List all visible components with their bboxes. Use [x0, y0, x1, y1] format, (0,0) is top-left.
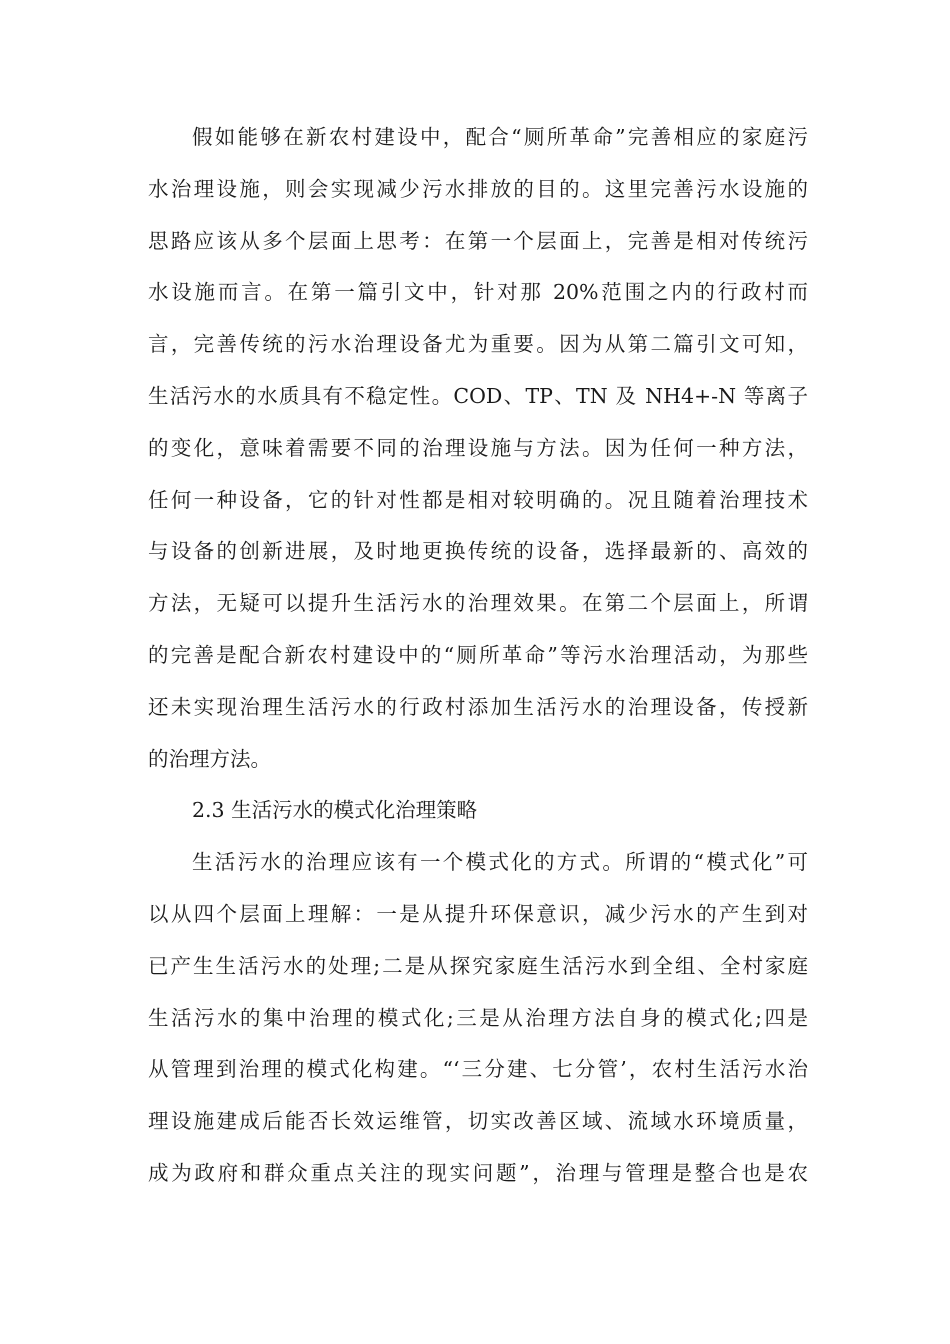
text-line: 言，完善传统的污水治理设备尤为重要。因为从第二篇引文可知， — [148, 332, 808, 357]
text-line: 成为政府和群众重点关注的现实问题”，治理与管理是整合也是农 — [148, 1160, 808, 1185]
text-line: 还未实现治理生活污水的行政村添加生活污水的治理设备，传授新 — [148, 694, 808, 719]
text-line: 水设施而言。在第一篇引文中，针对那 20%范围之内的行政村而 — [148, 280, 808, 305]
text-line: 已产生生活污水的处理;二是从探究家庭生活污水到全组、全村家庭 — [148, 953, 808, 978]
text-line: 假如能够在新农村建设中，配合“厕所革命”完善相应的家庭污 — [192, 125, 808, 149]
text-line: 理设施建成后能否长效运维管，切实改善区域、流域水环境质量， — [148, 1109, 808, 1134]
text-line: 的变化，意味着需要不同的治理设施与方法。因为任何一种方法， — [148, 435, 808, 460]
text-line: 的完善是配合新农村建设中的“厕所革命”等污水治理活动，为那些 — [148, 642, 808, 667]
text-line: 生活污水的水质具有不稳定性。COD、TP、TN 及 NH4+-N 等离子 — [148, 383, 808, 408]
text-line: 水治理设施，则会实现减少污水排放的目的。这里完善污水设施的 — [148, 176, 808, 201]
text-line: 生活污水的治理应该有一个模式化的方式。所谓的“模式化”可 — [192, 850, 808, 875]
text-line: 与设备的创新进展，及时地更换传统的设备，选择最新的、高效的 — [148, 539, 808, 564]
document-body — [148, 112, 808, 1200]
paragraph-modular-treatment — [148, 837, 808, 1200]
text-line: 以从四个层面上理解：一是从提升环保意识，减少污水的产生到对 — [148, 901, 808, 926]
text-line: 的治理方法。 — [148, 746, 271, 771]
text-line: 思路应该从多个层面上思考：在第一个层面上，完善是相对传统污 — [148, 228, 808, 253]
text-line: 从管理到治理的模式化构建。“‘三分建、七分管’，农村生活污水治 — [148, 1057, 808, 1082]
text-line: 任何一种设备，它的针对性都是相对较明确的。况且随着治理技术 — [148, 487, 808, 512]
paragraph-household-sewage-facilities — [148, 112, 808, 785]
section-heading: 2.3 生活污水的模式化治理策略 — [192, 798, 478, 823]
text-line: 生活污水的集中治理的模式化;三是从治理方法自身的模式化;四是 — [148, 1005, 808, 1030]
text-line: 方法，无疑可以提升生活污水的治理效果。在第二个层面上，所谓 — [148, 591, 808, 616]
